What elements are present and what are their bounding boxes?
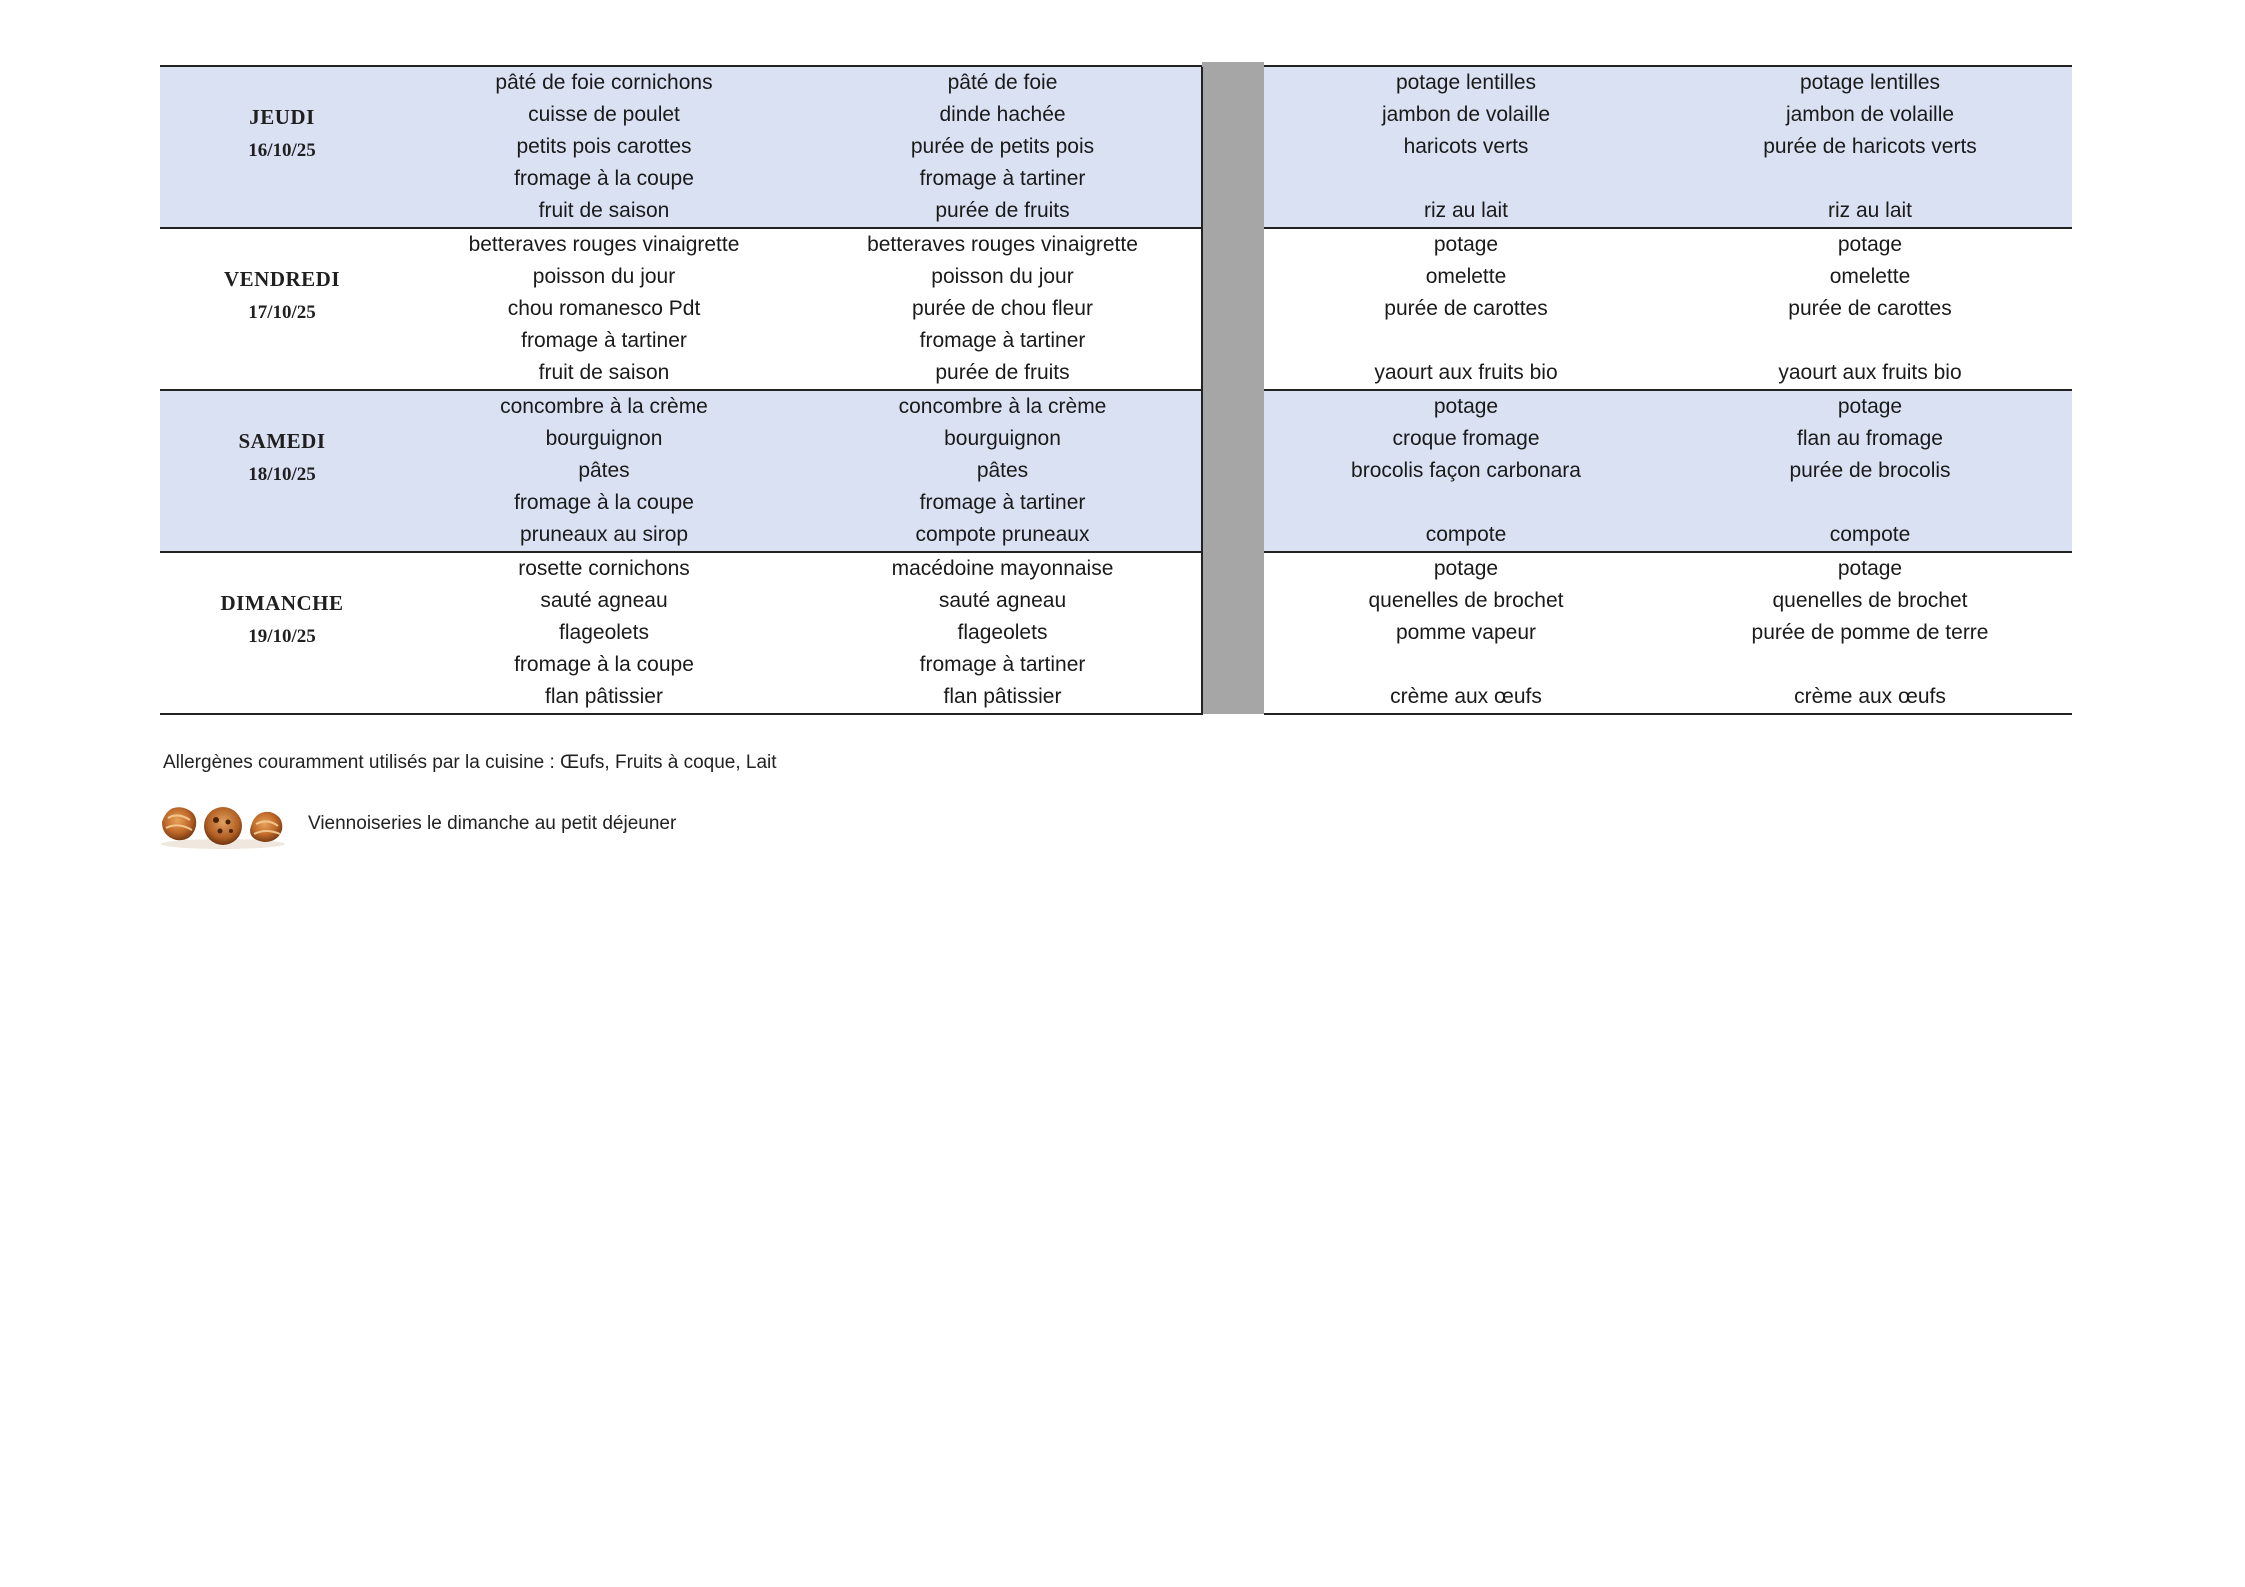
menu-item: yaourt aux fruits bio	[1374, 361, 1558, 384]
menu-item: omelette	[1829, 265, 1911, 288]
menu-item: pâté de foie cornichons	[495, 71, 713, 94]
lunch-mixed-cell	[804, 228, 1202, 390]
day-name: SAMEDI	[238, 429, 326, 453]
day-cell	[160, 228, 404, 390]
day-date: 17/10/25	[248, 302, 316, 323]
menu-item: purée de carottes	[1384, 297, 1548, 320]
menu-item: flageolets	[559, 621, 649, 644]
dinner-standard-cell	[1264, 228, 1668, 390]
menu-item: quenelles de brochet	[1772, 589, 1968, 612]
menu-item: croque fromage	[1392, 427, 1540, 450]
menu-item: potage	[1837, 395, 1903, 418]
menu-item: petits pois carottes	[516, 135, 692, 158]
viennoiserie-note	[158, 798, 676, 850]
menu-item	[1668, 325, 2072, 357]
menu-item: betteraves rouges vinaigrette	[867, 233, 1138, 256]
menu-item: sauté agneau	[938, 589, 1067, 612]
day-cell	[160, 390, 404, 552]
dinner-standard-cell	[1264, 552, 1668, 714]
menu-item: fromage à tartiner	[919, 491, 1086, 514]
menu-item	[1668, 163, 2072, 195]
menu-item: flan pâtissier	[943, 685, 1062, 708]
menu-item: concombre à la crème	[898, 395, 1107, 418]
menu-item: fruit de saison	[538, 199, 670, 222]
menu-item: potage	[1837, 557, 1903, 580]
menu-item: purée de brocolis	[1789, 459, 1951, 482]
menu-item: compote	[1425, 523, 1507, 546]
separator-column	[1202, 552, 1264, 714]
day-cell	[160, 67, 404, 228]
lunch-standard-cell	[404, 228, 804, 390]
lunch-mixed-cell	[804, 552, 1202, 714]
menu-item: omelette	[1425, 265, 1507, 288]
menu-item: flan pâtissier	[545, 685, 663, 708]
menu-item: purée de pomme de terre	[1751, 621, 1989, 644]
menu-item: purée de haricots verts	[1763, 135, 1977, 158]
menu-item: purée de fruits	[935, 199, 1070, 222]
menu-item	[1264, 163, 1668, 195]
day-name: JEUDI	[249, 105, 315, 129]
menu-item: chou romanesco Pdt	[507, 297, 701, 320]
menu-item: jambon de volaille	[1785, 103, 1955, 126]
menu-item: brocolis façon carbonara	[1351, 459, 1581, 482]
dinner-standard-cell	[1264, 390, 1668, 552]
day-name: DIMANCHE	[220, 591, 344, 615]
menu-item: poisson du jour	[532, 265, 676, 288]
menu-item: flan au fromage	[1797, 427, 1943, 450]
menu-item: yaourt aux fruits bio	[1778, 361, 1962, 384]
menu-item: concombre à la crème	[500, 395, 708, 418]
day-row	[160, 228, 2072, 390]
menu-item: potage	[1433, 557, 1499, 580]
lunch-mixed-cell	[804, 390, 1202, 552]
lunch-standard-cell	[404, 67, 804, 228]
menu-item: crème aux œufs	[1794, 685, 1946, 708]
day-cell	[160, 552, 404, 714]
day-date: 16/10/25	[248, 140, 316, 161]
menu-item: macédoine mayonnaise	[891, 557, 1114, 580]
menu-item: bourguignon	[545, 427, 663, 450]
lunch-standard-cell	[404, 390, 804, 552]
menu-item: betteraves rouges vinaigrette	[468, 233, 740, 256]
day-date: 19/10/25	[248, 626, 316, 647]
day-row	[160, 390, 2072, 552]
menu-item	[1668, 487, 2072, 519]
lunch-standard-cell	[404, 552, 804, 714]
menu-item: fruit de saison	[538, 361, 670, 384]
menu-item: compote pruneaux	[915, 523, 1090, 546]
menu-item: potage	[1433, 395, 1499, 418]
menu-item: haricots verts	[1403, 135, 1529, 158]
weekly-menu-table	[160, 67, 2072, 715]
menu-item: potage	[1433, 233, 1499, 256]
menu-item: fromage à la coupe	[514, 491, 694, 514]
menu-item: poisson du jour	[931, 265, 1074, 288]
menu-item	[1264, 649, 1668, 681]
menu-item: riz au lait	[1827, 199, 1913, 222]
menu-item	[1264, 487, 1668, 519]
menu-item: riz au lait	[1423, 199, 1509, 222]
separator-column	[1202, 228, 1264, 390]
menu-item: pâtes	[976, 459, 1029, 482]
lunch-mixed-cell	[804, 67, 1202, 228]
dinner-mixed-cell	[1668, 552, 2072, 714]
day-row	[160, 552, 2072, 714]
menu-item: jambon de volaille	[1381, 103, 1551, 126]
pastries-icon	[158, 798, 288, 850]
menu-item: dinde hachée	[939, 103, 1066, 126]
menu-item: cuisse de poulet	[528, 103, 680, 126]
menu-item: fromage à la coupe	[514, 653, 694, 676]
menu-item: purée de fruits	[935, 361, 1070, 384]
menu-item: fromage à tartiner	[919, 653, 1086, 676]
menu-item: rosette cornichons	[518, 557, 690, 580]
menu-item: potage	[1837, 233, 1903, 256]
menu-item: potage lentilles	[1799, 71, 1941, 94]
menu-item: pâté de foie	[947, 71, 1058, 94]
separator-column	[1202, 67, 1264, 228]
menu-item: bourguignon	[944, 427, 1061, 450]
menu-item: sauté agneau	[540, 589, 668, 612]
menu-item	[1668, 649, 2072, 681]
allergen-note: Allergènes couramment utilisés par la cuisine : Œufs, Fruits à coque, Lait	[163, 752, 777, 773]
menu-item: pâtes	[578, 459, 630, 482]
day-name: VENDREDI	[223, 267, 340, 291]
separator-column	[1202, 390, 1264, 552]
menu-item: fromage à tartiner	[919, 329, 1086, 352]
dinner-mixed-cell	[1668, 67, 2072, 228]
viennoiserie-text: Viennoiseries le dimanche au petit déjeuner	[308, 813, 677, 834]
menu-item: fromage à la coupe	[514, 167, 694, 190]
menu-item: potage lentilles	[1395, 71, 1537, 94]
day-row	[160, 67, 2072, 228]
menu-item: flageolets	[957, 621, 1048, 644]
menu-item: pruneaux au sirop	[519, 523, 689, 546]
dinner-standard-cell	[1264, 67, 1668, 228]
menu-item: purée de petits pois	[910, 135, 1095, 158]
day-date: 18/10/25	[248, 464, 316, 485]
menu-item	[1264, 325, 1668, 357]
menu-item: purée de chou fleur	[912, 297, 1093, 320]
menu-item: fromage à tartiner	[919, 167, 1086, 190]
dinner-mixed-cell	[1668, 390, 2072, 552]
dinner-mixed-cell	[1668, 228, 2072, 390]
menu-item: compote	[1829, 523, 1911, 546]
menu-item: pomme vapeur	[1395, 621, 1537, 644]
menu-item: quenelles de brochet	[1368, 589, 1564, 612]
menu-item: crème aux œufs	[1390, 685, 1542, 708]
menu-item: purée de carottes	[1788, 297, 1952, 320]
menu-item: fromage à tartiner	[521, 329, 687, 352]
